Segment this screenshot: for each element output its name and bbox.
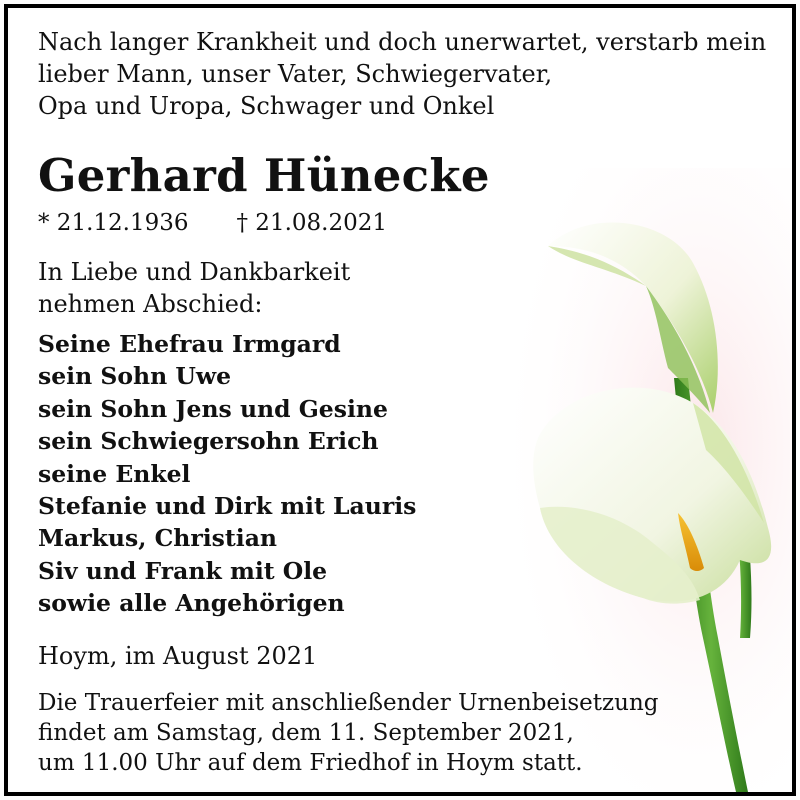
intro-text <box>38 26 766 122</box>
intro-line: lieber Mann, unser Vater, Schwiegervater, <box>38 60 553 88</box>
farewell-text <box>38 256 350 320</box>
mourners-list <box>38 328 416 620</box>
mourner-line: sowie alle Angehörigen <box>38 589 345 618</box>
mourner-line: Seine Ehefrau Irmgard <box>38 330 341 358</box>
mourner-line: Stefanie und Dirk mit Lauris <box>38 492 417 521</box>
life-dates <box>38 208 387 238</box>
farewell-line: In Liebe und Dankbarkeit <box>38 258 351 286</box>
funeral-info <box>38 688 659 778</box>
mourner-line: sein Schwiegersohn Erich <box>38 427 379 456</box>
farewell-line: nehmen Abschied: <box>38 290 263 318</box>
deceased-name: Gerhard Hünecke <box>38 149 490 202</box>
mourner-line: sein Sohn Jens und Gesine <box>38 394 388 423</box>
death-date: † 21.08.2021 <box>236 210 387 236</box>
intro-line: Opa und Uropa, Schwager und Onkel <box>38 92 495 120</box>
birth-date: * 21.12.1936 <box>38 210 189 236</box>
place-date: Hoym, im August 2021 <box>38 642 318 670</box>
mourner-line: sein Sohn Uwe <box>38 362 232 391</box>
mourner-line: Siv und Frank mit Ole <box>38 556 328 585</box>
funeral-line: Die Trauerfeier mit anschließender Urnenbeisetzung <box>38 690 659 716</box>
intro-line: Nach langer Krankheit und doch unerwartet, verstarb mein <box>38 28 767 56</box>
funeral-line: findet am Samstag, dem 11. September 2021, <box>38 720 574 746</box>
mourner-line: Markus, Christian <box>38 524 278 553</box>
obituary-notice <box>4 4 796 796</box>
mourner-line: seine Enkel <box>38 459 191 488</box>
funeral-line: um 11.00 Uhr auf dem Friedhof in Hoym statt. <box>38 750 583 776</box>
